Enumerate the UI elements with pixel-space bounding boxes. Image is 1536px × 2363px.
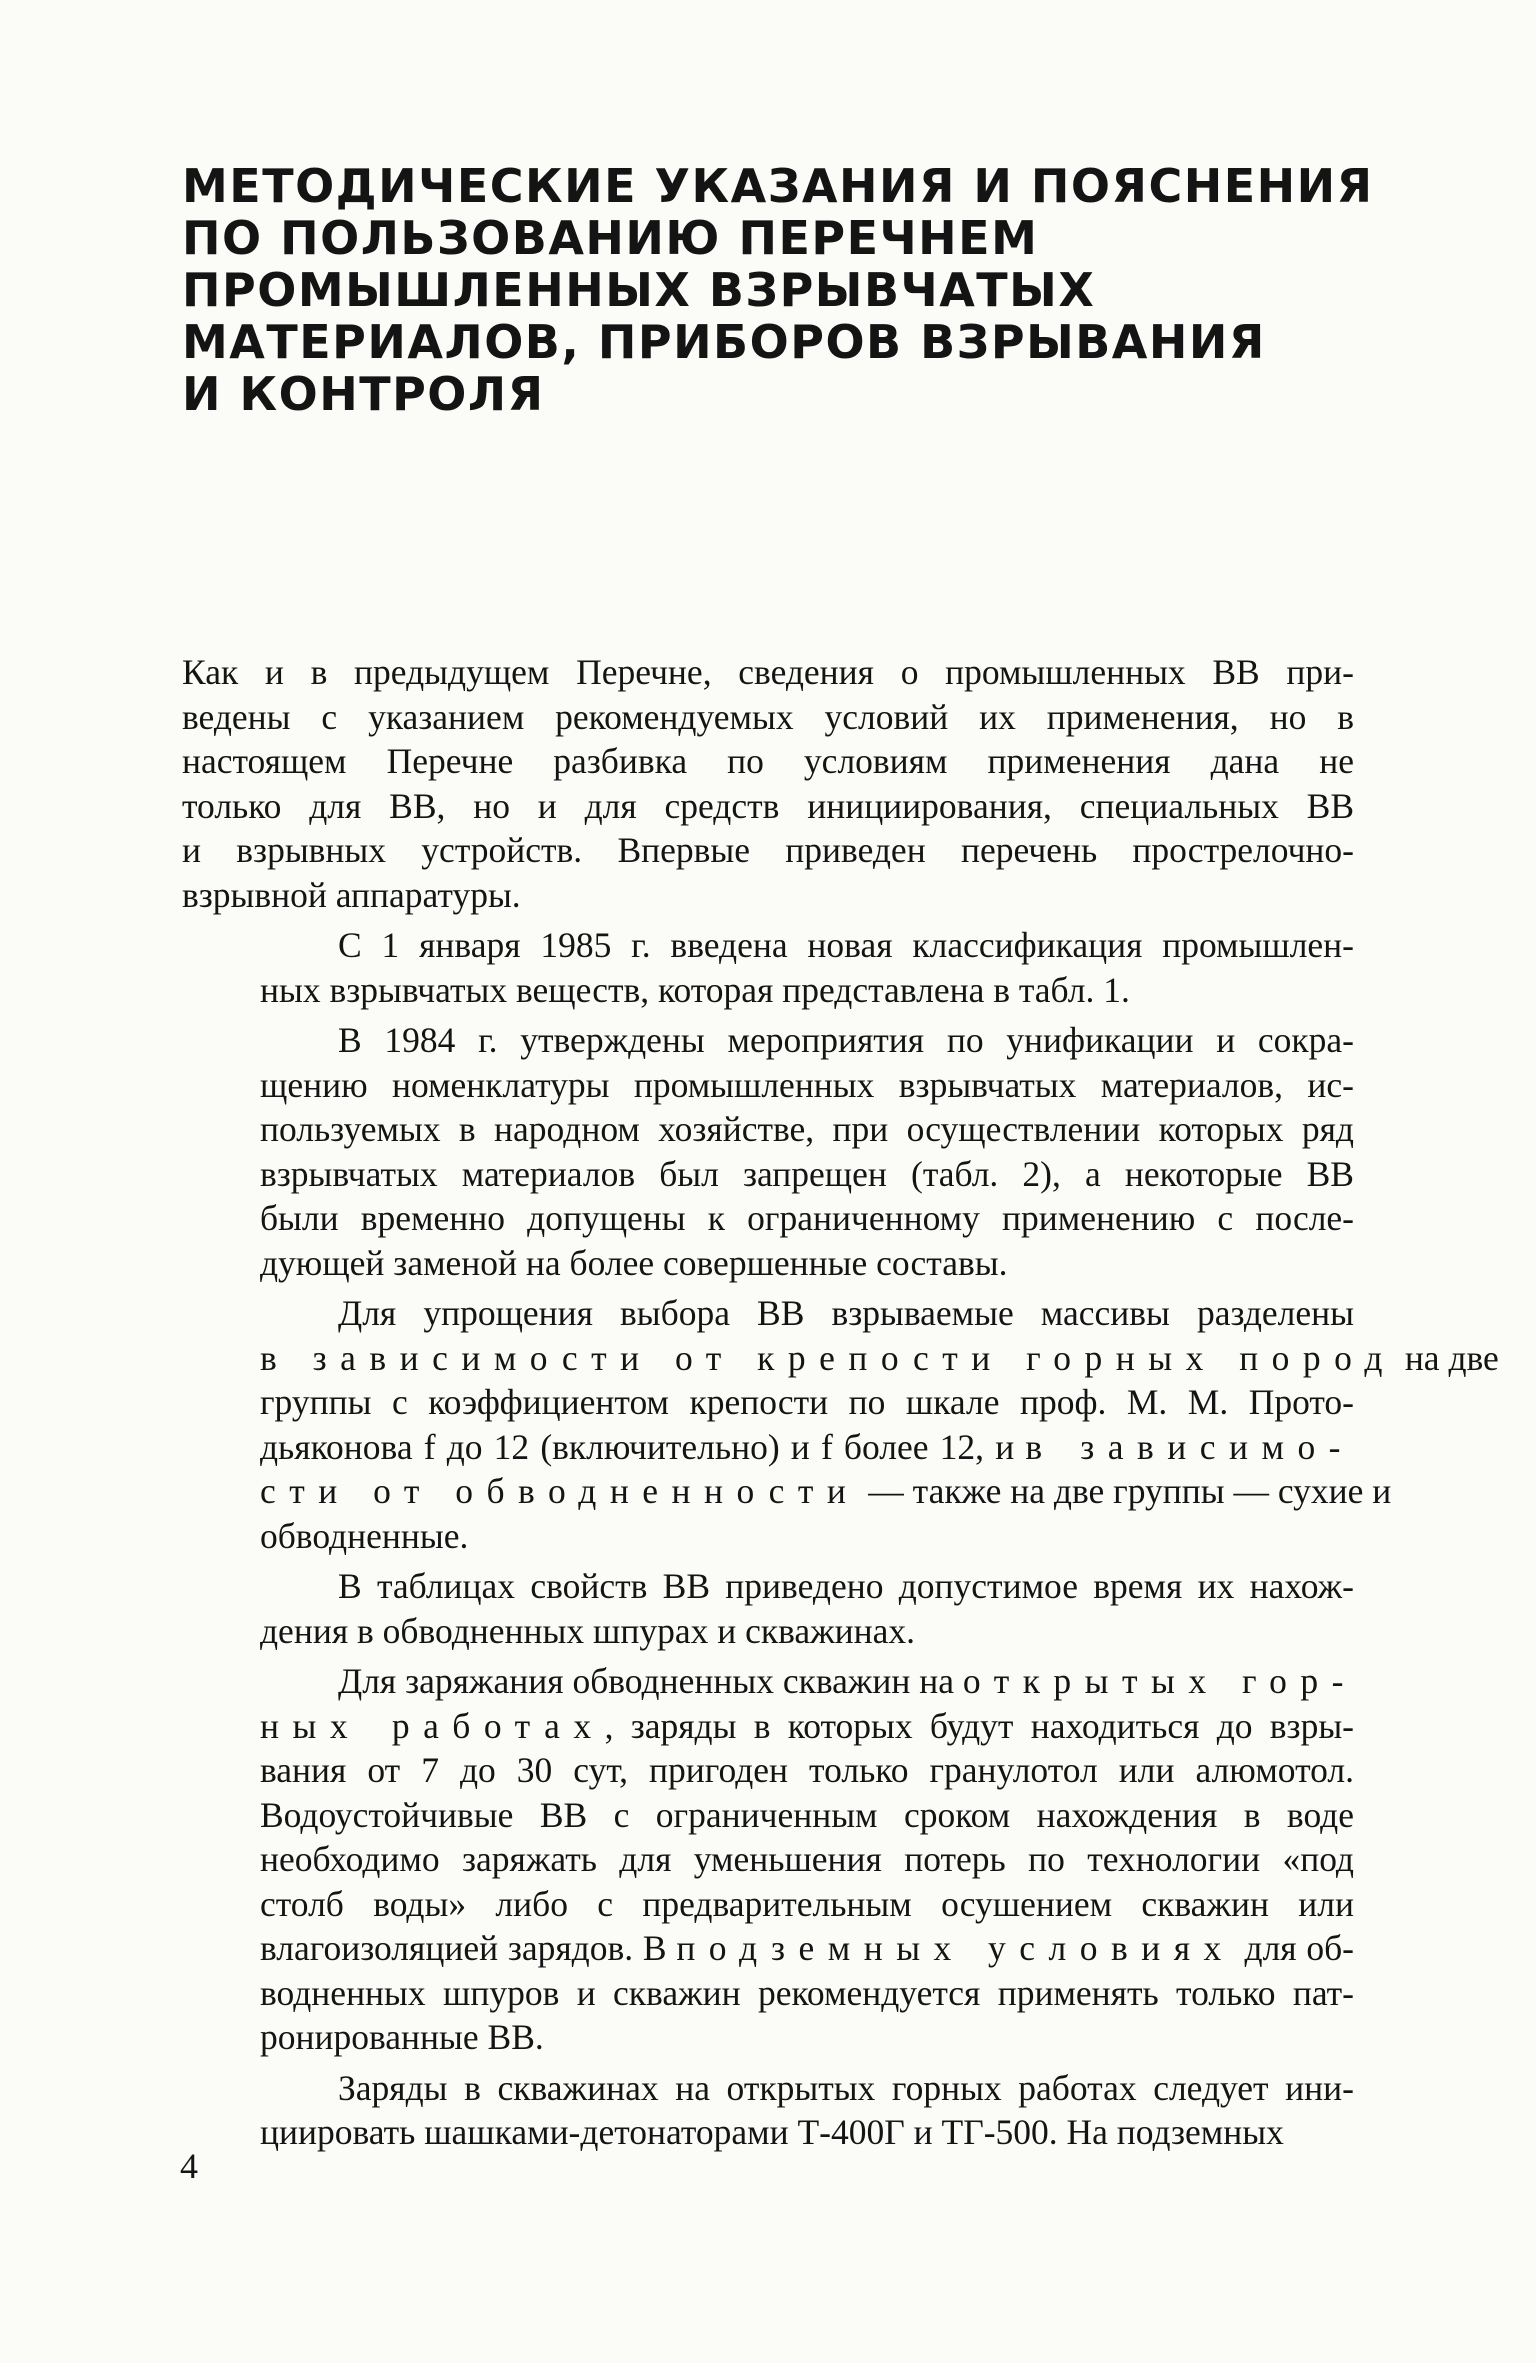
page-number: 4 bbox=[180, 2146, 198, 2186]
text-line: дующей заменой на более совершенные составы. bbox=[260, 1242, 1008, 1283]
text-line: столб воды» либо с предварительным осушением скважин или bbox=[260, 1883, 1354, 1924]
paragraph bbox=[182, 2066, 1354, 2155]
spaced-emphasis: сти от обводненности bbox=[260, 1471, 860, 1511]
text-segment: , заряды в которых будут находиться до взры- bbox=[604, 1705, 1354, 1746]
text-line: взрывной аппаратуры. bbox=[182, 874, 521, 915]
text-segment: Для заряжания обводненных скважин на bbox=[338, 1661, 963, 1701]
paragraph bbox=[182, 1659, 1357, 2060]
text-line: дения в обводненных шпурах и скважинах. bbox=[260, 1610, 916, 1651]
paragraph bbox=[182, 1564, 1354, 1653]
spaced-emphasis: ных работах bbox=[260, 1705, 605, 1746]
spaced-emphasis: открытых гор- bbox=[962, 1661, 1357, 1701]
text-line: необходимо заряжать для уменьшения потерь по технологии «под bbox=[260, 1839, 1354, 1879]
text-line bbox=[182, 1425, 1354, 1470]
text-line bbox=[182, 1336, 1499, 1381]
text-segment: влагоизоляцией зарядов. В bbox=[260, 1928, 677, 1968]
text-line: ведены с указанием рекомендуемых условий их применения, но в bbox=[182, 696, 1354, 737]
text-line: ронированные ВВ. bbox=[260, 2017, 544, 2057]
text-line: Водоустойчивые ВВ с ограниченным сроком нахождения в воде bbox=[260, 1794, 1354, 1835]
paragraph bbox=[182, 1018, 1354, 1285]
spaced-emphasis: подземных условиях bbox=[676, 1928, 1235, 1968]
text-line: ных взрывчатых веществ, которая представлена в табл. 1. bbox=[260, 969, 1130, 1010]
text-line: вания от 7 до 30 сут, пригоден только гранулотол или алюмотол. bbox=[260, 1750, 1354, 1790]
body-text bbox=[182, 650, 1499, 2161]
text-line: циировать шашками-детонаторами Т-400Г и ТГ-500. На подземных bbox=[260, 2112, 1284, 2152]
text-line: и взрывных устройств. Впервые приведен перечень прострелочно- bbox=[182, 830, 1354, 870]
text-line: взрывчатых материалов был запрещен (табл. 2), а некоторые ВВ bbox=[260, 1153, 1354, 1194]
text-line: Для упрощения выбора ВВ взрываемые массивы разделены bbox=[338, 1293, 1354, 1333]
text-line bbox=[182, 1704, 1354, 1749]
text-line: Заряды в скважинах на открытых горных работах следует ини- bbox=[338, 2067, 1354, 2108]
spaced-emphasis: в зависимости от крепости горных пород bbox=[260, 1337, 1396, 1378]
text-line bbox=[182, 1469, 1392, 1514]
text-line: С 1 января 1985 г. введена новая классификация промышлен- bbox=[338, 925, 1354, 965]
text-line: обводненные. bbox=[260, 1515, 469, 1556]
text-segment: на две bbox=[1395, 1337, 1499, 1378]
chapter-heading bbox=[182, 159, 1374, 421]
text-line: Как и в предыдущем Перечне, сведения о промышленных ВВ при- bbox=[182, 652, 1354, 692]
text-segment: для об- bbox=[1234, 1928, 1354, 1968]
spaced-emphasis: в зависимо- bbox=[1025, 1426, 1354, 1467]
heading-line: МЕТОДИЧЕСКИЕ УКАЗАНИЯ И ПОЯСНЕНИЯ bbox=[182, 159, 1374, 213]
text-line: В таблицах свойств ВВ приведено допустимое время их нахож- bbox=[338, 1566, 1354, 1606]
text-segment: — также на две группы — сухие и bbox=[859, 1471, 1392, 1511]
text-line: щению номенклатуры промышленных взрывчатых материалов, ис- bbox=[260, 1064, 1354, 1105]
heading-line: И КОНТРОЛЯ bbox=[182, 367, 545, 421]
paragraph bbox=[182, 650, 1354, 917]
text-line: только для ВВ, но и для средств инициирования, специальных ВВ bbox=[182, 785, 1354, 826]
text-line: группы с коэффициентом крепости по шкале проф. М. М. Прото- bbox=[260, 1382, 1354, 1422]
heading-line: ПРОМЫШЛЕННЫХ ВЗРЫВЧАТЫХ bbox=[182, 263, 1096, 317]
text-line: В 1984 г. утверждены мероприятия по унификации и сокра- bbox=[338, 1020, 1354, 1060]
heading-line: МАТЕРИАЛОВ, ПРИБОРОВ ВЗРЫВАНИЯ bbox=[182, 315, 1266, 369]
heading-line: ПО ПОЛЬЗОВАНИЮ ПЕРЕЧНЕМ bbox=[182, 211, 1039, 265]
text-line: водненных шпуров и скважин рекомендуется применять только пат- bbox=[260, 1972, 1354, 2013]
text-segment: дьяконова f до 12 (включительно) и f более 12, и bbox=[260, 1426, 1026, 1467]
text-line: пользуемых в народном хозяйстве, при осуществлении которых ряд bbox=[260, 1109, 1354, 1149]
paragraph bbox=[182, 1291, 1499, 1558]
text-line: настоящем Перечне разбивка по условиям применения дана не bbox=[182, 741, 1354, 781]
text-line bbox=[182, 1659, 1357, 1704]
paragraph bbox=[182, 923, 1354, 1012]
text-line bbox=[182, 1926, 1354, 1971]
text-line: были временно допущены к ограниченному применению с после- bbox=[260, 1198, 1354, 1238]
